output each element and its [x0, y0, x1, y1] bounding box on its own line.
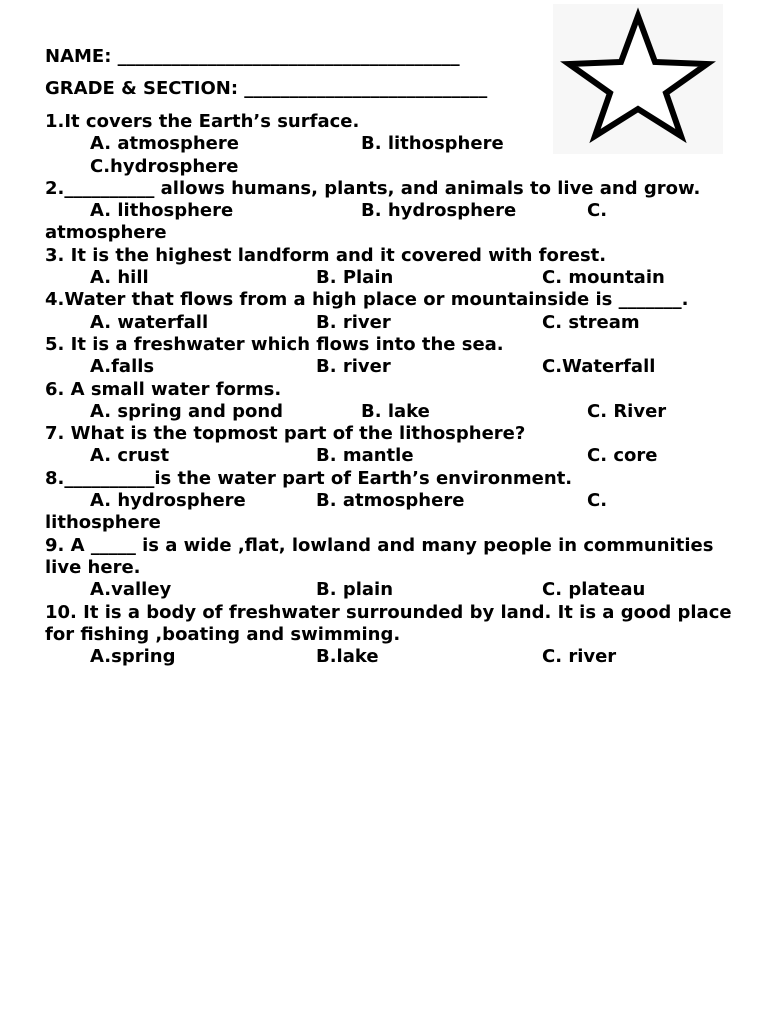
- question-1: 1.It covers the Earth’s surface.: [45, 111, 360, 132]
- question-10-line-1: 10. It is a body of freshwater surrounded by land. It is a good place: [45, 601, 732, 623]
- option-a: A. crust: [90, 445, 170, 467]
- question-10-options-row: [45, 646, 735, 668]
- question-5-options-row: [45, 356, 735, 378]
- questions-list: [45, 111, 735, 668]
- option-a: A.spring: [90, 646, 176, 668]
- option-a: A. spring and pond: [90, 400, 284, 422]
- option-b: B. lake: [361, 400, 430, 422]
- question-5: 5. It is a freshwater which flows into the sea.: [45, 333, 504, 355]
- question-2-options-row: [45, 200, 735, 222]
- option-a: A. hill: [90, 267, 149, 289]
- option-c: C. core: [587, 445, 658, 467]
- option-c: C. plateau: [542, 579, 646, 601]
- question-3: 3. It is the highest landform and it covered with forest.: [45, 244, 607, 266]
- name-field-label: NAME: ______________________________________: [45, 46, 460, 67]
- option-b: B. river: [316, 311, 391, 333]
- question-8: 8.__________is the water part of Earth’s environment.: [45, 467, 573, 489]
- question-10-line-2: for fishing ,boating and swimming.: [45, 623, 401, 645]
- option-b: B. mantle: [316, 445, 414, 467]
- option-b: B.lake: [316, 646, 379, 668]
- option-c: C. stream: [542, 311, 640, 333]
- question-6: 6. A small water forms.: [45, 378, 282, 400]
- option-b: B. hydrosphere: [361, 200, 517, 222]
- question-8-option-c-wrap: lithosphere: [45, 512, 161, 534]
- question-4: 4.Water that flows from a high place or mountainside is _______.: [45, 289, 689, 311]
- question-6-options-row: [45, 401, 735, 423]
- question-1-options-row-2: [45, 156, 735, 178]
- question-8-options-row: [45, 490, 735, 512]
- question-9-options-row: [45, 579, 735, 601]
- question-4-options-row: [45, 312, 735, 334]
- option-a: A. waterfall: [90, 311, 209, 333]
- option-a: A. atmosphere: [90, 133, 239, 155]
- option-c: C. mountain: [542, 267, 665, 289]
- question-2: 2.__________ allows humans, plants, and animals to live and grow.: [45, 177, 701, 199]
- option-b: B. plain: [316, 579, 394, 601]
- option-c: C.: [587, 490, 608, 512]
- question-3-options-row: [45, 267, 735, 289]
- question-9-line-2: live here.: [45, 556, 141, 578]
- option-c: C.: [587, 200, 608, 222]
- option-b: B. Plain: [316, 267, 394, 289]
- question-1-options-row-1: [45, 133, 735, 155]
- question-7: 7. What is the topmost part of the lithosphere?: [45, 423, 526, 445]
- option-a: A.falls: [90, 356, 155, 378]
- question-7-options-row: [45, 445, 735, 467]
- question-9-line-1: 9. A _____ is a wide ,flat, lowland and many people in communities: [45, 534, 714, 556]
- option-c: C. river: [542, 646, 617, 668]
- option-b: B. river: [316, 356, 391, 378]
- question-2-option-c-wrap: atmosphere: [45, 222, 167, 244]
- option-a: A. hydrosphere: [90, 490, 246, 512]
- option-b: B. atmosphere: [316, 490, 465, 512]
- option-a: A. lithosphere: [90, 200, 234, 222]
- option-a: A.valley: [90, 579, 172, 601]
- grade-section-field-label: GRADE & SECTION: ___________________________: [45, 78, 488, 99]
- option-c: C.hydrosphere: [90, 155, 239, 177]
- option-c: C. River: [587, 400, 667, 422]
- option-c: C.Waterfall: [542, 356, 656, 378]
- option-b: B. lithosphere: [361, 133, 504, 155]
